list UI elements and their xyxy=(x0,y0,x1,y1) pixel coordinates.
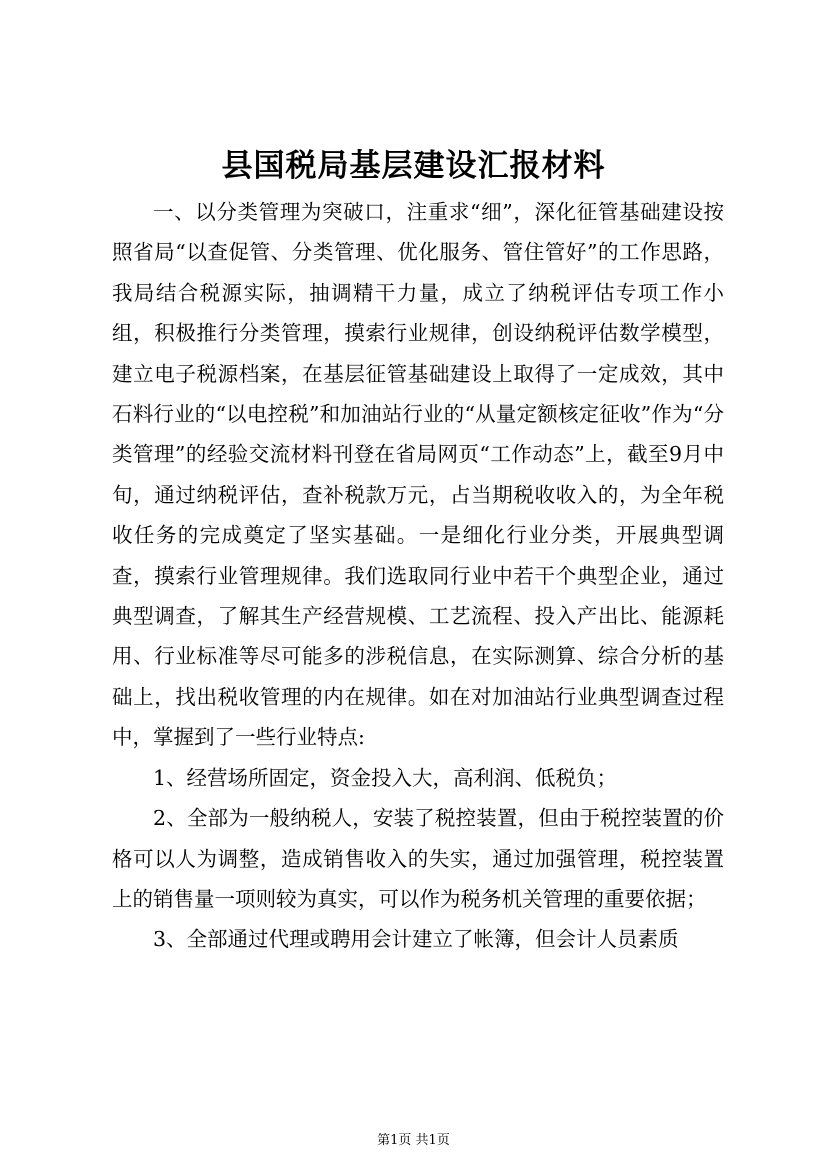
paragraph-1: 一、以分类管理为突破口，注重求“细”，深化征管基础建设按照省局“以查促管、分类管理、优化服务、管住管好”的工作思路，我局结合税源实际，抽调精干力量，成立了纳税评估专项工作小组，积极推行分类管理，摸索行业规律，创设纳税评估数学模型，建立电子税源档案，在基层征管基础建设上取得了一定成效，其中石料行业的“以电控税”和加油站行业的“从量定额核定征收”作为“分类管理”的经验交流材料刊登在省局网页“工作动态”上，截至9月中旬，通过纳税评估，查补税款万元，占当期税收收入的，为全年税收任务的完成奠定了坚实基础。一是细化行业分类，开展典型调查，摸索行业管理规律。我们选取同行业中若干个典型企业，通过典型调查，了解其生产经营规模、工艺流程、投入产出比、能源耗用、行业标准等尽可能多的涉税信息，在实际测算、综合分析的基础上，找出税收管理的内在规律。如在对加油站行业典型调查过程中，掌握到了一些行业特点: xyxy=(112,200,724,750)
document-title: 县国税局基层建设汇报材料 xyxy=(221,148,606,184)
paragraph-2: 1、经营场所固定，资金投入大，高利润、低税负； xyxy=(153,765,618,790)
page-footer: 第1页 共1页 xyxy=(377,1133,450,1148)
paragraph-4: 3、全部通过代理或聘用会计建立了帐簿，但会计人员素质 xyxy=(153,927,679,952)
document-body xyxy=(112,192,724,960)
paragraph-3: 2、全部为一般纳税人，安装了税控装置，但由于税控装置的价格可以人为调整，造成销售收入的失实，通过加强管理，税控装置上的销售量一项则较为真实，可以作为税务机关管理的重要依据； xyxy=(112,806,724,911)
